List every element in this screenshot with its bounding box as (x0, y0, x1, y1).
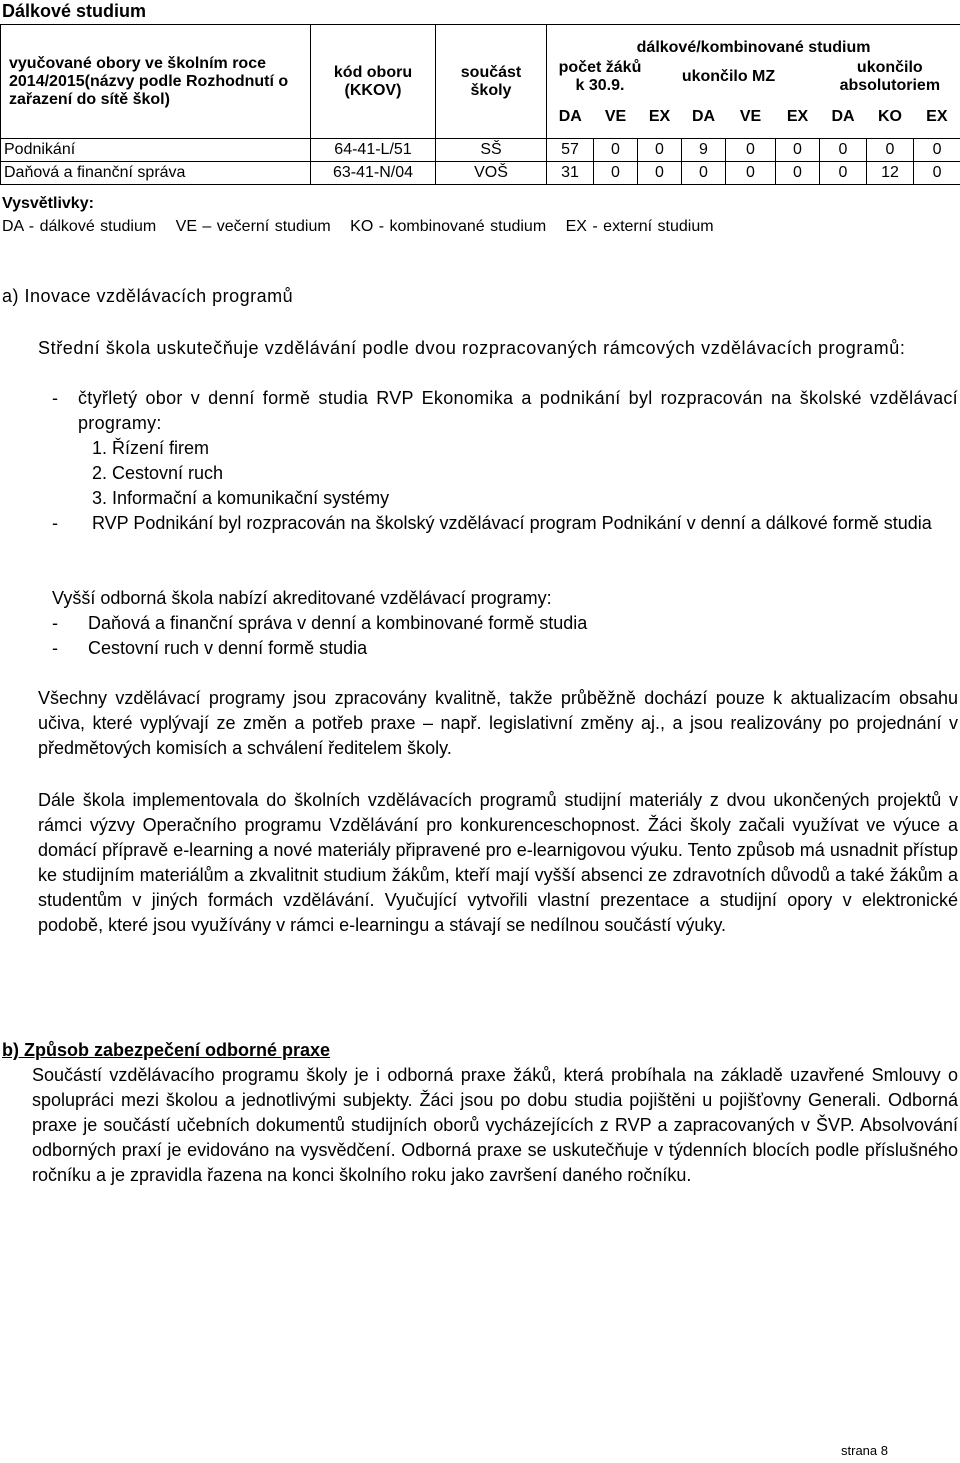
table-row (1, 162, 960, 185)
row-name: Daňová a finanční správa (1, 162, 311, 185)
row-value: 0 (820, 139, 867, 162)
program-item: 1. Řízení firem (92, 438, 210, 458)
header-part: součást školy (436, 25, 547, 139)
header-group: dálkové/kombinované studium (547, 25, 960, 57)
mode-ve: VE (604, 108, 627, 126)
legend-title: Vysvětlivky: (2, 195, 94, 212)
row-value: 0 (638, 139, 682, 162)
header-mz: ukončilo MZ (681, 67, 776, 85)
legend-item: VE – večerní studium (175, 218, 331, 235)
vos-item: Cestovní ruch v denní formě studia (88, 638, 368, 658)
section-a-bullet2: RVP Podnikání byl rozpracován na školský vzdělávací program Podnikání v denní a dálkové formě studia (92, 513, 932, 533)
section-b-heading: b) Způsob zabezpečení odborné praxe (2, 1040, 331, 1060)
row-part: SŠ (436, 139, 547, 162)
row-value: 0 (682, 162, 726, 185)
mode-da: DA (831, 108, 855, 126)
row-value: 57 (547, 139, 594, 162)
legend (2, 218, 728, 236)
page-number: strana 8 (841, 1443, 888, 1458)
row-value: 0 (638, 162, 682, 185)
mode-da: DA (547, 97, 594, 139)
row-value: 0 (776, 162, 820, 185)
legend-item: DA - dálkové studium (2, 218, 157, 235)
header-fields: vyučované obory ve školním roce 2014/2015(názvy podle Rozhodnutí o zařazení do sítě škol) (1, 25, 311, 139)
section-a-heading: a) Inovace vzdělávacích programů (2, 286, 294, 306)
row-part: VOŠ (436, 162, 547, 185)
mode-ve: VE (739, 108, 762, 126)
bullet-dash: - (52, 638, 58, 658)
mode-ex: EX (786, 108, 809, 126)
statistics-table (0, 24, 960, 185)
vos-item: Daňová a finanční správa v denní a kombinované formě studia (88, 613, 588, 633)
header-absolutorium: ukončilo absolutoriem (820, 57, 960, 97)
program-item: 3. Informační a komunikační systémy (92, 488, 390, 508)
row-value: 0 (914, 139, 960, 162)
row-value: 0 (594, 162, 638, 185)
table-row (1, 139, 960, 162)
row-value: 0 (726, 139, 776, 162)
mode-ko: KO (878, 108, 902, 126)
vos-intro: Vyšší odborná škola nabízí akreditované vzdělávací programy: (52, 588, 552, 608)
paragraph-elearning: Dále škola implementovala do školních vzdělávacích programů studijní materiály z dvou ukončených projektů v rámci výzvy Operačního programu Vzdělávání pro konkurenceschopnost. Žáci školy začali využívat ve výuce a domácí přípravě e-learning a nové materiály připravené pro e-learnigovou výuku. Tento způsob má usnadnit přístup ke studijním materiálům a zkvalitnit studium žákům, kteří mají vyšší absenci ze zdravotních důvodů a také žákům a studentům v jiných formách vzdělávání. Vyučující vytvořili vlastní prezentace a studijní opory v elektronické podobě, které jsou využívány v rámci e-learningu a stávají se nedílnou součástí výuky. (38, 790, 958, 935)
row-value: 9 (682, 139, 726, 162)
header-code: kód oboru (KKOV) (311, 25, 436, 139)
row-value: 12 (867, 162, 914, 185)
row-code: 63-41-N/04 (311, 162, 436, 185)
legend-item: KO - kombinované studium (350, 218, 547, 235)
row-value: 0 (776, 139, 820, 162)
section-title: Dálkové studium (2, 1, 147, 21)
row-value: 0 (820, 162, 867, 185)
program-item: 2. Cestovní ruch (92, 463, 224, 483)
section-b-paragraph: Součástí vzdělávacího programu školy je i odborná praxe žáků, která probíhala na základě uzavřené Smlouvy o spolupráci mezi školou a jednotlivými subjekty. Žáci jsou po dobu studia pojištěni u pojišťovny Generali. Odborná praxe je součástí učebních dokumentů studijních oborů vycházejících z RVP a zapracovaných v ŠVP. Absolvování odborných praxí je evidováno na vysvědčení. Odborná praxe se uskutečňuje v týdenních blocích podle příslušného ročníku a je zpravidla řazena na konci školního roku jako završení daného ročníku. (32, 1065, 958, 1185)
bullet-dash: - (52, 513, 58, 533)
bullet-dash: - (52, 613, 58, 633)
row-value: 0 (594, 139, 638, 162)
section-a-intro: Střední škola uskutečňuje vzdělávání podle dvou rozpracovaných rámcových vzdělávacích programů: (38, 338, 906, 358)
mode-ex: EX (648, 108, 671, 126)
row-name: Podnikání (1, 139, 311, 162)
header-count: počet žáků k 30.9. (547, 57, 638, 97)
bullet-dash: - (52, 388, 58, 408)
mode-da: DA (691, 108, 716, 126)
mode-ex: EX (914, 97, 960, 139)
section-a-bullet1: čtyřletý obor v denní formě studia RVP Ekonomika a podnikání byl rozpracován na školské vzdělávací programy: (78, 388, 958, 433)
row-value: 31 (547, 162, 594, 185)
row-value: 0 (726, 162, 776, 185)
legend-item: EX - externí studium (565, 218, 714, 235)
row-value: 0 (914, 162, 960, 185)
row-value: 0 (867, 139, 914, 162)
paragraph-quality: Všechny vzdělávací programy jsou zpracovány kvalitně, takže průběžně dochází pouze k aktualizacím obsahu učiva, které vyplývají ze změn a potřeb praxe – např. legislativní změny aj., a jsou realizovány po projednání v předmětových komisích a schválení ředitelem školy. (38, 688, 958, 758)
row-code: 64-41-L/51 (311, 139, 436, 162)
